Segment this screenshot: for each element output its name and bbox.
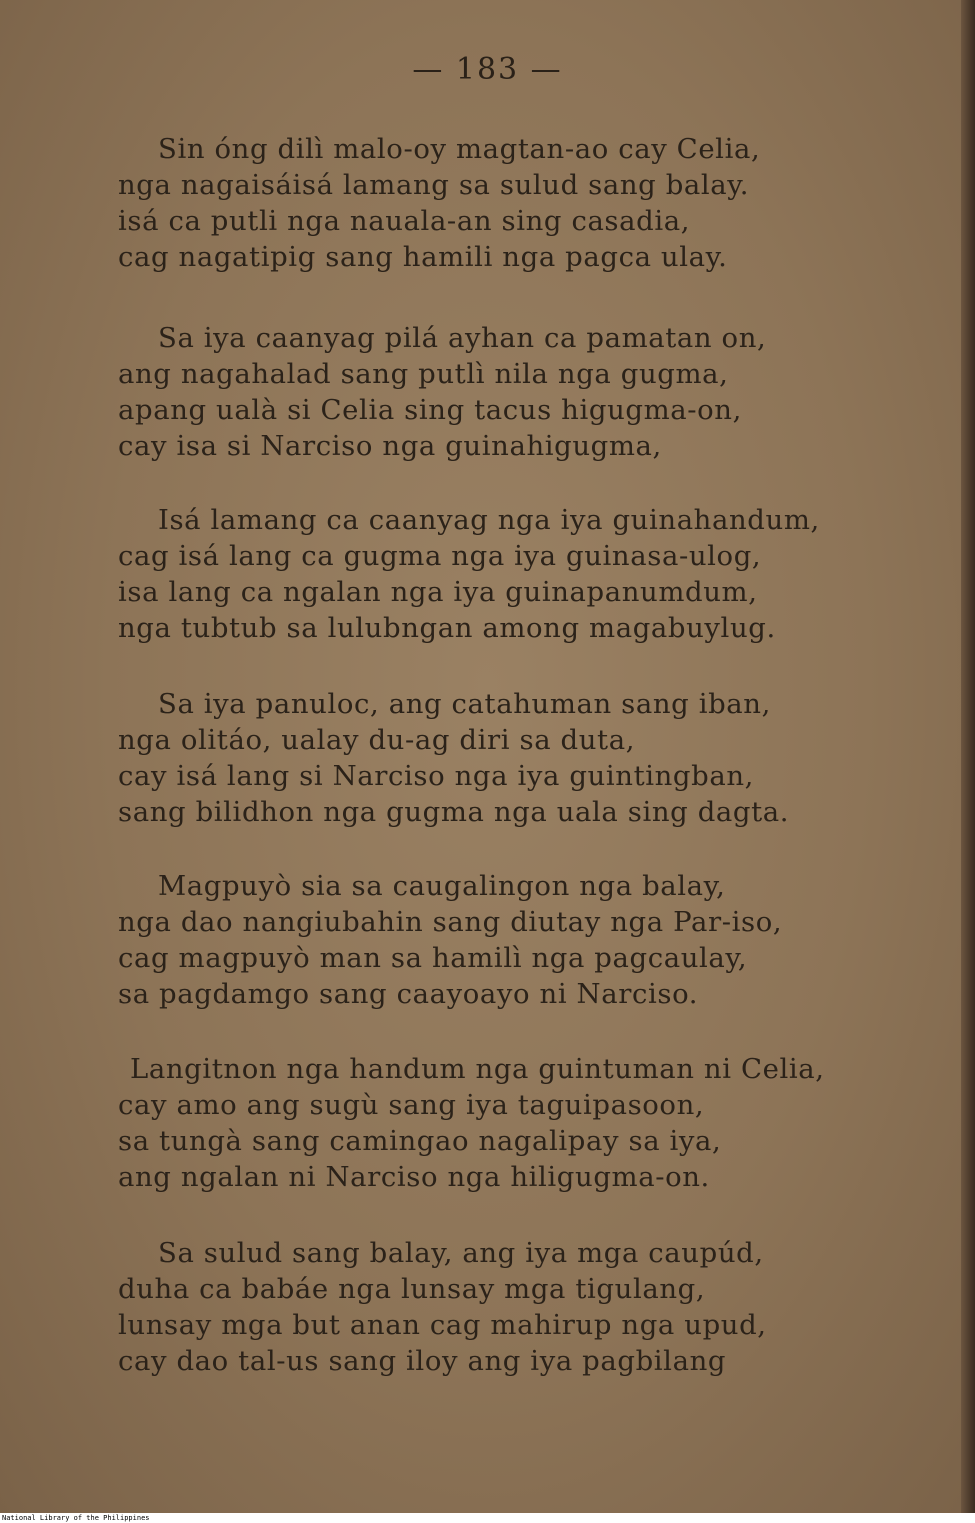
page-edge-shadow	[961, 0, 975, 1523]
verse-line: sa pagdamgo sang caayoayo ni Narciso.	[118, 978, 699, 1010]
page-number: — 183 —	[412, 52, 563, 87]
stanza-4	[118, 686, 848, 830]
verse-line: nga dao nangiubahin sang diutay nga Par-iso,	[118, 906, 783, 938]
verse-line: Sin óng dilì malo-oy magtan-ao cay Celia,	[158, 133, 761, 165]
stanza-2	[118, 320, 848, 464]
verse-line: nga nagaisáisá lamang sa sulud sang balay.	[118, 169, 750, 201]
stanza-3	[118, 502, 848, 646]
stanza-5	[118, 868, 848, 1012]
verse-line: sa tungà sang camingao nagalipay sa iya,	[118, 1125, 722, 1157]
verse-line: duha ca babáe nga lunsay mga tigulang,	[118, 1273, 706, 1305]
verse-line: nga tubtub sa lulubngan among magabuylug.	[118, 612, 776, 644]
verse-line: cay dao tal-us sang iloy ang iya pagbilang	[118, 1345, 727, 1377]
verse-line: Langitnon nga handum nga guintuman ni Celia,	[130, 1053, 825, 1085]
verse-line: Sa iya panuloc, ang catahuman sang iban,	[158, 688, 771, 720]
verse-line: Isá lamang ca caanyag nga iya guinahandum,	[158, 504, 820, 536]
verse-line: Sa sulud sang balay, ang iya mga caupúd,	[158, 1237, 764, 1269]
verse-line: sang bilidhon nga gugma nga uala sing dagta.	[118, 796, 790, 828]
verse-line: cag nagatipig sang hamili nga pagca ulay.	[118, 241, 728, 273]
library-credit: National Library of the Philippines	[2, 1514, 150, 1522]
verse-line: ang ngalan ni Narciso nga hiligugma-on.	[118, 1161, 710, 1193]
verse-line: cay amo ang sugù sang iya taguipasoon,	[118, 1089, 705, 1121]
verse-line: ang nagahalad sang putlì nila nga gugma,	[118, 358, 729, 390]
verse-line: Magpuyò sia sa caugalingon nga balay,	[158, 870, 726, 902]
verse-line: cag magpuyò man sa hamilì nga pagcaulay,	[118, 942, 748, 974]
verse-line: cay isa si Narciso nga guinahigugma,	[118, 430, 662, 462]
verse-line: Sa iya caanyag pilá ayhan ca pamatan on,	[158, 322, 767, 354]
verse-line: nga olitáo, ualay du-ag diri sa duta,	[118, 724, 636, 756]
verse-line: cag isá lang ca gugma nga iya guinasa-ulog,	[118, 540, 762, 572]
verse-line: lunsay mga but anan cag mahirup nga upud,	[118, 1309, 767, 1341]
stanza-1	[118, 131, 848, 275]
verse-line: apang ualà si Celia sing tacus higugma-on,	[118, 394, 742, 426]
footer-strip	[0, 1513, 975, 1523]
stanza-7	[118, 1235, 848, 1379]
stanza-6	[118, 1051, 848, 1195]
verse-line: isa lang ca ngalan nga iya guinapanumdum,	[118, 576, 758, 608]
verse-line: cay isá lang si Narciso nga iya guintingban,	[118, 760, 754, 792]
verse-line: isá ca putli nga nauala-an sing casadia,	[118, 205, 691, 237]
